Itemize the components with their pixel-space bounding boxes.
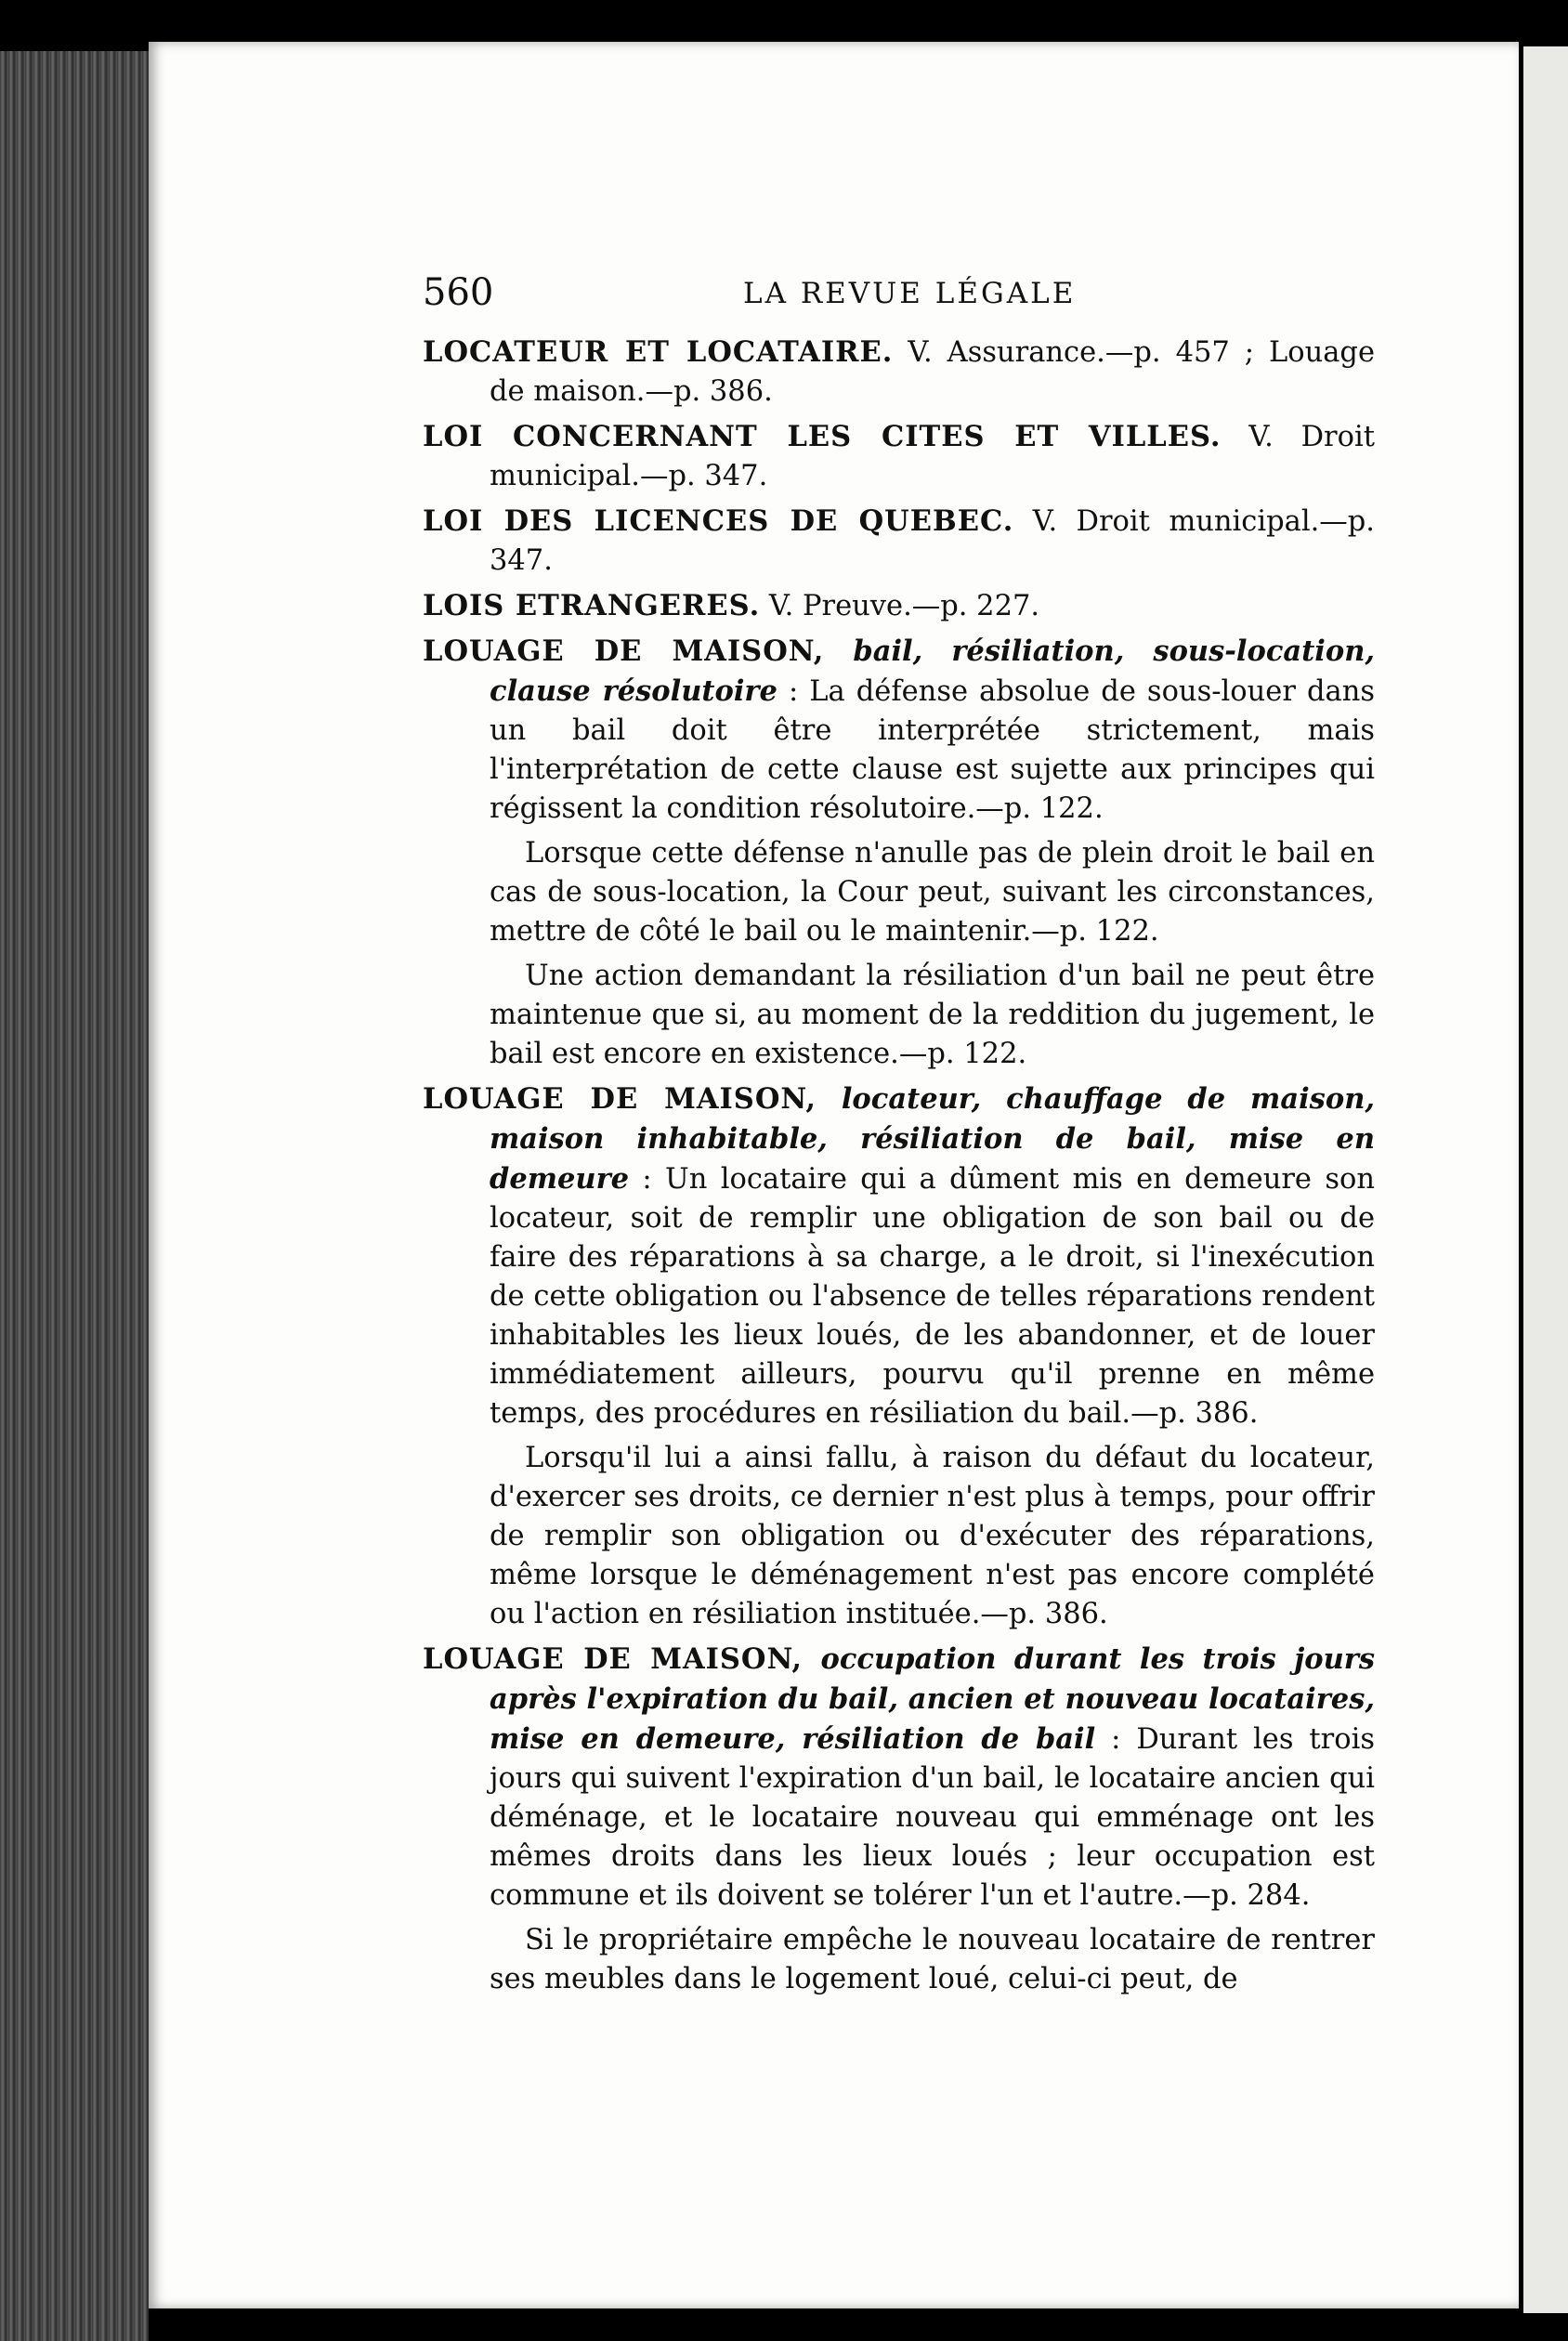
entry-text: : Un locataire qui a dûment mis en demeure son locateur, soit de remplir une obligation de son bail ou de faire des réparations à sa charge, a le droit, si l'inexécution de cette obligation ou l'absence de telles réparations rendent inhabitables les lieux loués, de les abandonner, et de louer immédiatement ailleurs, pourvu qu'il prenne en même temps, des procédures en résiliation du bail.—p. 386. — [490, 1163, 1375, 1430]
entry-paragraph: Lorsqu'il lui a ainsi fallu, à raison du défaut du locateur, d'exercer ses droits, ce dernier n'est plus à temps, pour offrir de remplir son obligation ou d'exécuter des réparations, même lorsque le déménagement n'est pas encore complété ou l'action en résiliation instituée.—p. 386. — [490, 1442, 1375, 1630]
entry-term: LOCATEUR ET LOCATAIRE. — [423, 335, 894, 369]
running-title: LA REVUE LÉGALE — [743, 277, 1077, 310]
entry-text: V. Assurance.—p. 457 ; Louage de maison.—p. 386. — [490, 336, 1375, 408]
entry-keywords: locateur, chauffage de maison, maison inhabitable, résiliation de bail, mise en demeure — [490, 1082, 1375, 1196]
entry-keywords: bail, résiliation, sous-location, clause résolutoire — [490, 634, 1375, 708]
page-header — [279, 271, 1403, 327]
entry-text: : La défense absolue de sous-louer dans un bail doit être interprétée strictement, mais l'interprétation de cette clause est sujette aux principes qui régissent la condition résolutoire.—p. 122. — [490, 675, 1375, 825]
facing-page-edge — [1523, 46, 1568, 2313]
entry-term: LOUAGE DE MAISON, — [423, 1642, 804, 1676]
index-content — [423, 333, 1375, 2005]
entry-text: V. Droit municipal.—p. 347. — [490, 421, 1375, 492]
index-entry — [423, 632, 1375, 829]
index-entry — [423, 1079, 1375, 1433]
entry-text: : Durant les trois jours qui suivent l'expiration d'un bail, le locataire ancien qui déménage, et le locataire nouveau qui emménage ont les mêmes droits dans les lieux loués ; leur occupation est commune et ils doivent se tolérer l'un et l'autre.—p. 284. — [490, 1723, 1375, 1912]
entry-text: V. Droit municipal.—p. 347. — [490, 505, 1375, 577]
entry-term: LOUAGE DE MAISON, — [423, 634, 825, 668]
index-entry — [423, 1640, 1375, 1916]
entry-paragraph: Une action demandant la résiliation d'un bail ne peut être maintenue que si, au moment de la reddition du jugement, le bail est encore en existence.—p. 122. — [490, 960, 1375, 1070]
entry-term: LOI DES LICENCES DE QUEBEC. — [423, 504, 1014, 538]
entry-paragraph: Si le propriétaire empêche le nouveau locataire de rentrer ses meubles dans le logement loué, celui-ci peut, de — [490, 1924, 1375, 1995]
entry-term: LOIS ETRANGERES. — [423, 589, 761, 622]
index-entry — [423, 333, 1375, 412]
page-number: 560 — [423, 271, 494, 314]
index-entry — [423, 417, 1375, 496]
entry-term: LOUAGE DE MAISON, — [423, 1082, 817, 1116]
entry-paragraph: Lorsque cette défense n'anulle pas de plein droit le bail en cas de sous-location, la Cour peut, suivant les circonstances, mettre de côté le bail ou le maintenir.—p. 122. — [490, 837, 1375, 948]
entry-keywords: occupation durant les trois jours après l'expiration du bail, ancien et nouveau locataires, mise en demeure, résiliation de bail — [490, 1642, 1375, 1756]
index-entry — [423, 586, 1375, 626]
book-page-edges — [0, 51, 149, 2341]
entry-text: V. Preuve.—p. 227. — [760, 590, 1040, 622]
index-entry — [423, 502, 1375, 581]
entry-term: LOI CONCERNANT LES CITES ET VILLES. — [423, 420, 1222, 453]
